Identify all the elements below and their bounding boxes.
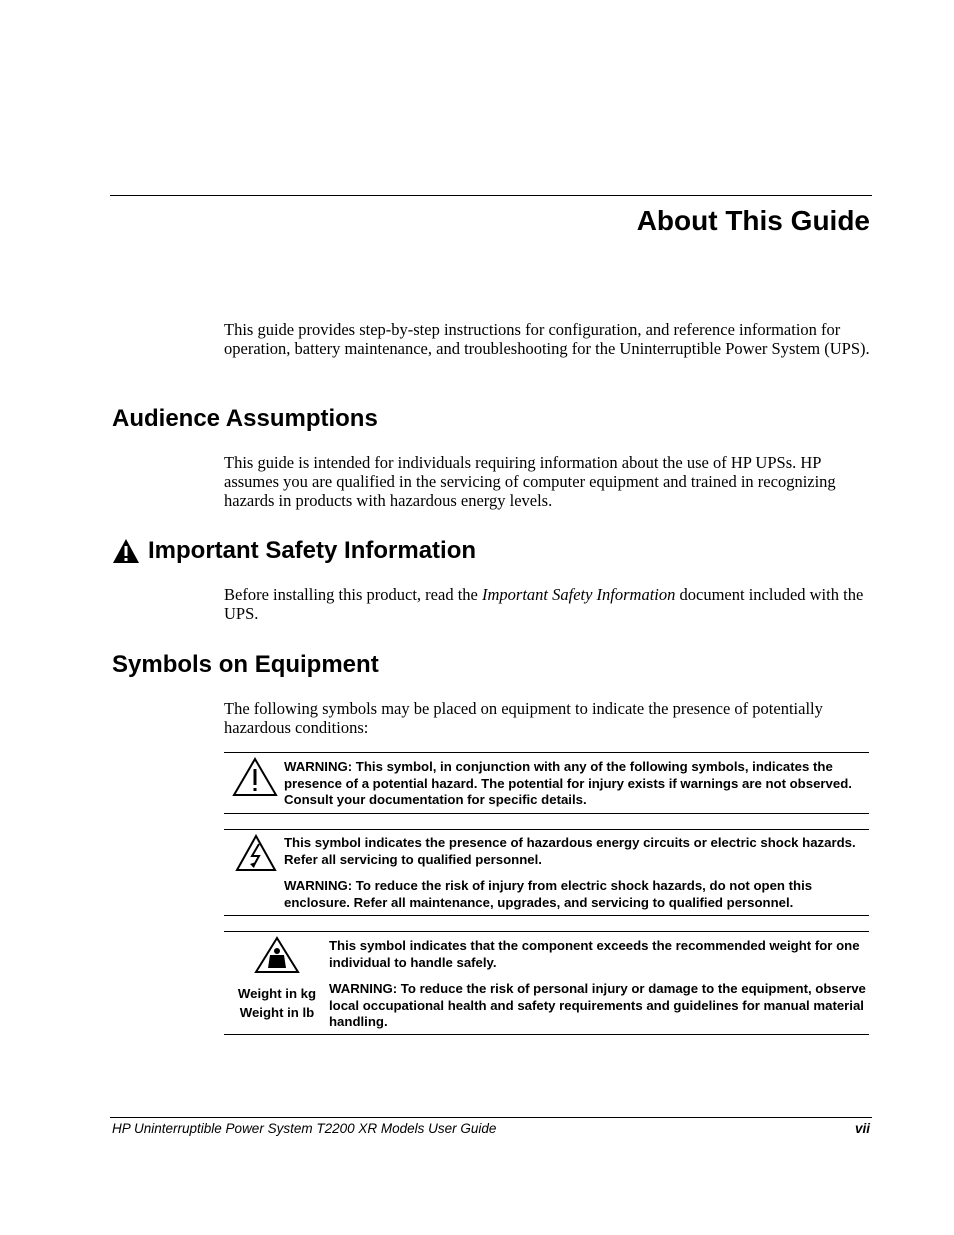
chapter-title: About This Guide <box>636 205 870 236</box>
weight-warning-text: WARNING: To reduce the risk of personal injury or damage to the equipment, observe local occupational health and safety requirements and guidelines for manual material handling. <box>329 981 866 1029</box>
top-rule <box>110 195 872 196</box>
safety-heading-text: Important Safety Information <box>148 537 477 564</box>
warning-triangle-icon <box>232 757 278 797</box>
page-number: vii <box>854 1121 870 1136</box>
weight-block-top-rule <box>224 931 869 932</box>
safety-document-title: Important Safety Information <box>481 585 676 604</box>
electric-symbol-text: This symbol indicates the presence of hazardous energy circuits or electric shock hazards. Refer all servicing to qualified personnel. <box>284 835 856 867</box>
safety-paragraph <box>224 585 872 623</box>
symbols-intro: The following symbols may be placed on equipment to indicate the presence of potentially hazardous conditions: <box>224 699 823 737</box>
footer-rule <box>110 1117 872 1118</box>
warning-block-top-rule <box>224 752 869 753</box>
safety-text-before: Before installing this product, read the <box>224 585 482 604</box>
electric-block-top-rule <box>224 829 869 830</box>
heavy-weight-icon <box>254 936 300 974</box>
footer-title: HP Uninterruptible Power System T2200 XR Models User Guide <box>112 1121 497 1136</box>
symbols-heading: Symbols on Equipment <box>112 651 379 678</box>
intro-paragraph: This guide provides step-by-step instructions for configuration, and reference information for operation, battery maintenance, and troubleshooting for the Uninterruptible Power System (UPS). <box>224 320 870 358</box>
audience-paragraph: This guide is intended for individuals requiring information about the use of HP UPSs. HP assumes you are qualified in the servicing of computer equipment and trained in recognizing hazards in products with hazardous energy levels. <box>224 453 836 510</box>
safety-heading <box>112 537 476 565</box>
warning-block-bottom-rule <box>224 813 869 814</box>
safety-text-after: document included with the UPS. <box>224 585 864 623</box>
weight-in-kg-label: Weight in kg <box>237 986 317 1001</box>
warning-symbol-text: WARNING: This symbol, in conjunction with any of the following symbols, indicates the presence of a potential hazard. The potential for injury exists if warnings are not observed. Consult your documentation for specific details. <box>284 759 852 807</box>
weight-in-lb-label: Weight in lb <box>239 1005 315 1020</box>
weight-labels <box>230 984 324 1022</box>
electric-warning-text: WARNING: To reduce the risk of injury from electric shock hazards, do not open this enclosure. Refer all maintenance, upgrades, and servicing to qualified personnel. <box>284 878 813 910</box>
electric-shock-icon <box>235 834 277 872</box>
electric-block-bottom-rule <box>224 915 869 916</box>
warning-triangle-icon <box>112 538 140 564</box>
weight-block-bottom-rule <box>224 1034 869 1035</box>
audience-heading: Audience Assumptions <box>112 405 378 432</box>
weight-symbol-text: This symbol indicates that the component exceeds the recommended weight for one individual to handle safely. <box>329 938 860 970</box>
